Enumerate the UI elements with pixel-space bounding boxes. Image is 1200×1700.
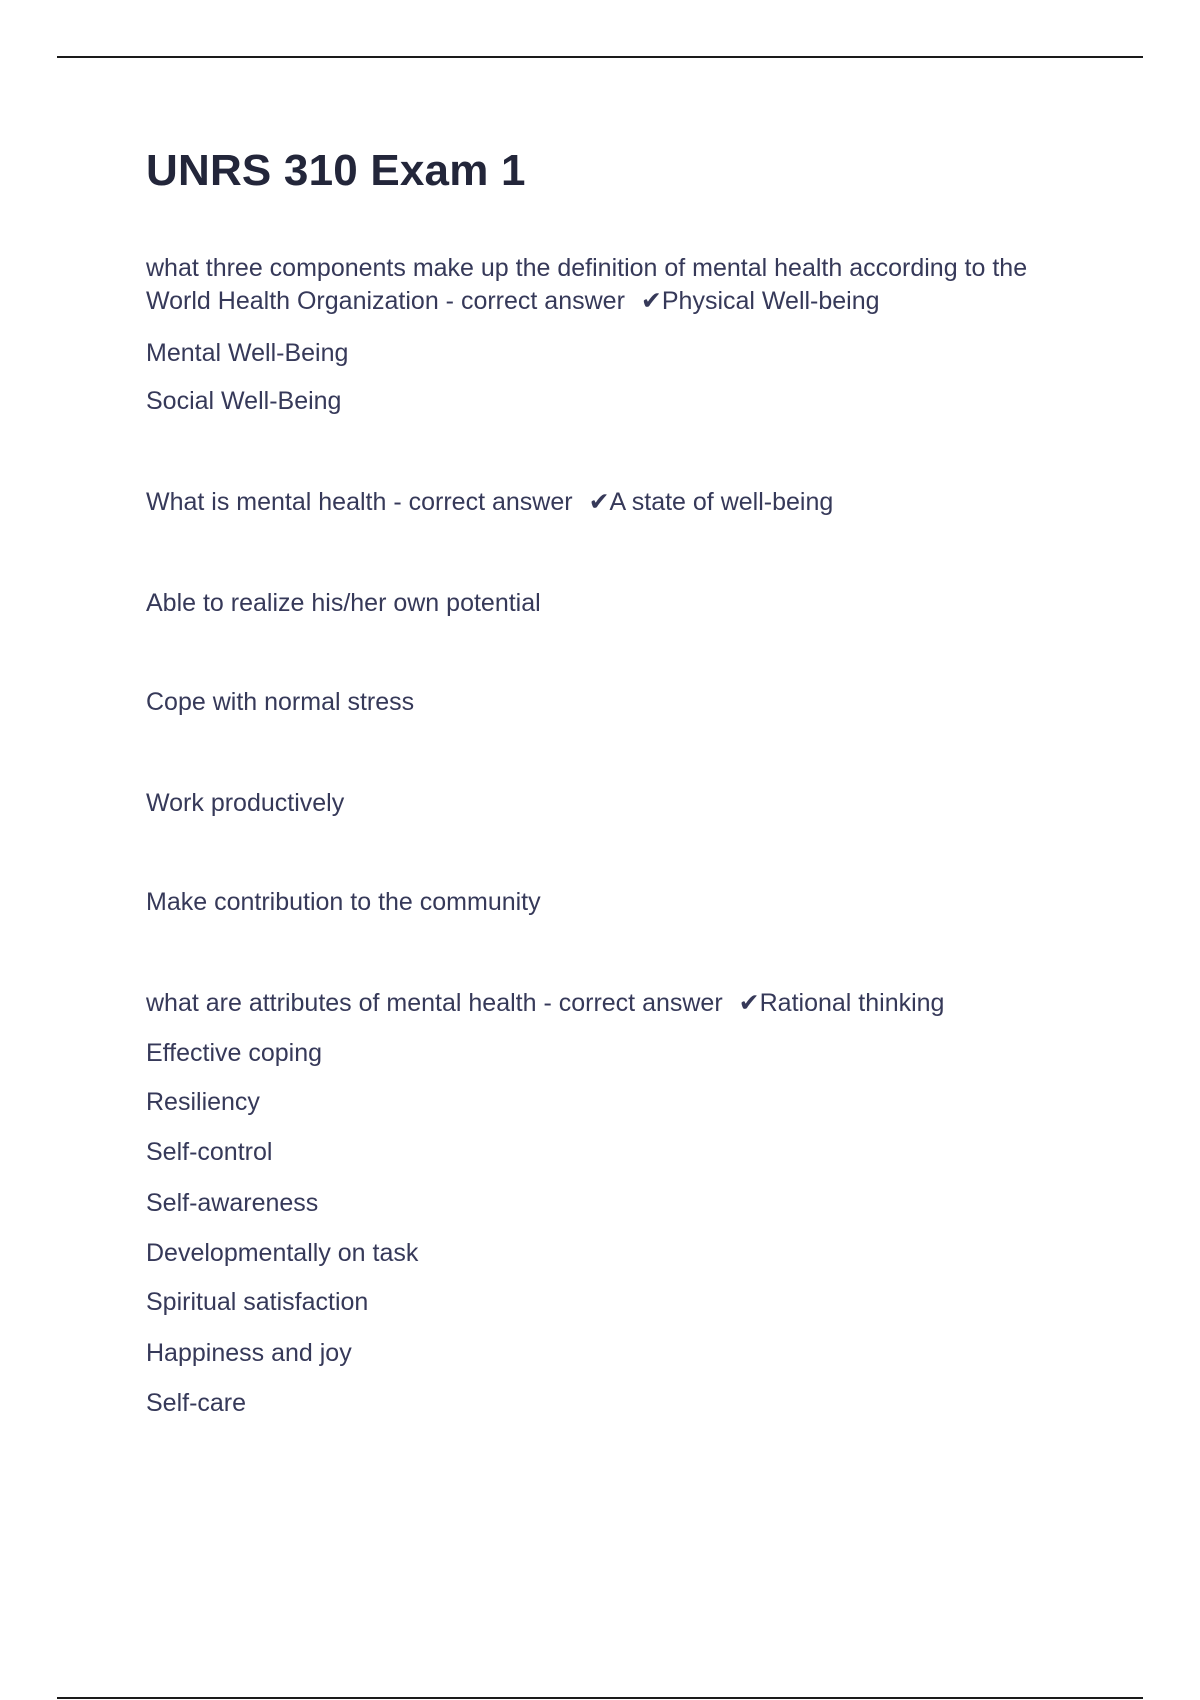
answer-line: Self-awareness bbox=[146, 1189, 319, 1217]
answer-line: Spiritual satisfaction bbox=[146, 1288, 369, 1316]
check-mark-icon: ✔ bbox=[738, 989, 760, 1017]
answer-first-line: Physical Well-being bbox=[661, 287, 880, 315]
question-3 bbox=[146, 987, 944, 1020]
top-divider bbox=[57, 56, 1143, 58]
answer-line: Able to realize his/her own potential bbox=[146, 589, 541, 617]
answer-line: Self-care bbox=[146, 1389, 247, 1417]
question-text: what are attributes of mental health - correct answer bbox=[146, 989, 723, 1017]
answer-line: Cope with normal stress bbox=[146, 688, 415, 716]
page-title: UNRS 310 Exam 1 bbox=[146, 146, 526, 195]
answer-line: Effective coping bbox=[146, 1039, 323, 1067]
check-mark-icon: ✔ bbox=[588, 488, 610, 516]
answer-line: Developmentally on task bbox=[146, 1239, 419, 1267]
answer-line: Happiness and joy bbox=[146, 1339, 352, 1367]
answer-line: Work productively bbox=[146, 789, 345, 817]
answer-first-line: Rational thinking bbox=[759, 989, 945, 1017]
answer-line: Social Well-Being bbox=[146, 387, 342, 415]
question-text: What is mental health - correct answer bbox=[146, 488, 573, 516]
bottom-divider bbox=[57, 1697, 1143, 1699]
answer-line: Self-control bbox=[146, 1138, 273, 1166]
check-mark-icon: ✔ bbox=[640, 287, 662, 315]
answer-line: Make contribution to the community bbox=[146, 888, 541, 916]
question-text: what three components make up the definition of mental health according to the World Health Organization - correct answer bbox=[146, 254, 1028, 315]
answer-line: Mental Well-Being bbox=[146, 339, 349, 367]
answer-line: Resiliency bbox=[146, 1088, 260, 1116]
question-1 bbox=[146, 252, 1096, 318]
question-2 bbox=[146, 486, 833, 519]
answer-first-line: A state of well-being bbox=[609, 488, 834, 516]
